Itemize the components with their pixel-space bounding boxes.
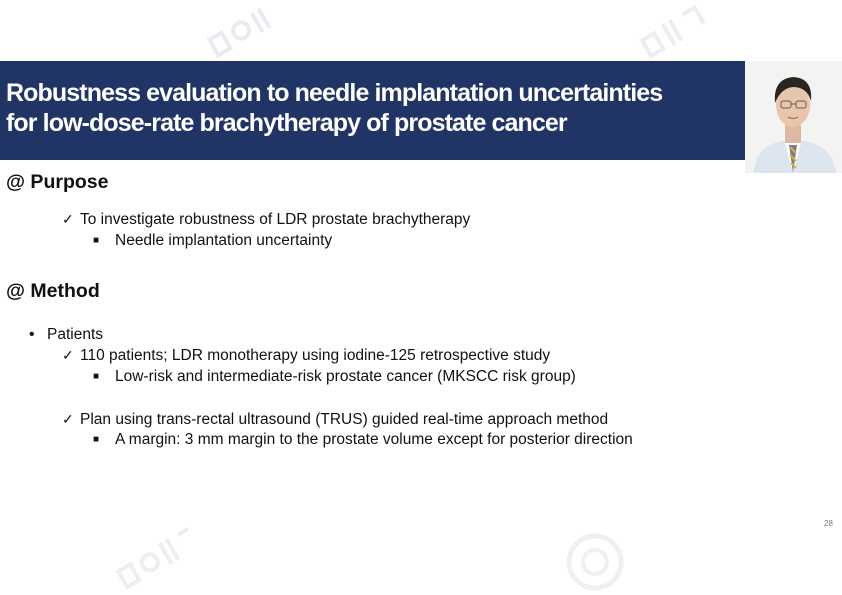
method-check-text-2: Plan using trans-rectal ultrasound (TRUS) guided real-time approach method xyxy=(80,411,609,428)
purpose-check-text: To investigate robustness of LDR prostate brachytherapy xyxy=(80,211,471,228)
checkmark-icon: ✓ xyxy=(62,411,74,427)
method-sub-item-2 xyxy=(93,430,633,449)
checkmark-icon: ✓ xyxy=(62,347,74,363)
square-bullet-icon: ■ xyxy=(93,434,100,445)
method-heading: @ Method xyxy=(6,280,100,302)
square-bullet-icon: ■ xyxy=(93,235,100,246)
watermark-bottom-left xyxy=(100,525,220,595)
presenter-photo-image xyxy=(745,61,842,173)
purpose-heading: @ Purpose xyxy=(6,171,109,193)
page-number: 28 xyxy=(824,519,833,528)
purpose-check-item xyxy=(62,210,470,229)
presenter-photo xyxy=(745,61,842,173)
watermark-top xyxy=(190,0,310,60)
method-sub-item-1 xyxy=(93,367,576,386)
slide-title xyxy=(6,78,736,138)
checkmark-icon: ✓ xyxy=(62,211,74,227)
watermark-top-right xyxy=(620,0,740,60)
method-sub-text-1: Low-risk and intermediate-risk prostate cancer (MKSCC risk group) xyxy=(115,368,576,385)
square-bullet-icon: ■ xyxy=(93,371,100,382)
purpose-sub-text: Needle implantation uncertainty xyxy=(115,232,333,249)
method-check-item-1 xyxy=(62,346,550,365)
purpose-sub-item xyxy=(93,231,332,250)
method-bullet-text: Patients xyxy=(47,326,104,343)
method-bullet-item xyxy=(29,325,103,344)
watermark-seal xyxy=(562,530,632,595)
method-check-text-1: 110 patients; LDR monotherapy using iodine-125 retrospective study xyxy=(80,347,551,364)
method-sub-text-2: A margin: 3 mm margin to the prostate volume except for posterior direction xyxy=(115,431,633,448)
slide-title-line-1: Robustness evaluation to needle implantation uncertainties xyxy=(6,79,663,107)
method-check-item-2 xyxy=(62,410,608,429)
slide-title-line-2: for low-dose-rate brachytherapy of prostate cancer xyxy=(6,109,567,137)
dot-bullet-icon: • xyxy=(29,326,35,343)
